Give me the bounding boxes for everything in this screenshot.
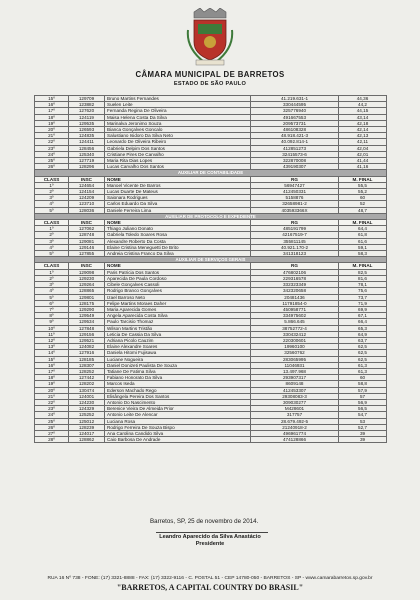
rg-cell: 20481436 <box>251 294 339 300</box>
insc-cell: 127855 <box>69 251 105 257</box>
final-score-cell: 57,9 <box>339 387 387 393</box>
final-score-cell: 69,9 <box>339 306 387 312</box>
rg-cell: 486108328 <box>251 127 339 133</box>
class-cell: 4º <box>35 201 69 207</box>
section-title: AUXILIAR DE PROTOCOLO E EXPEDIENTE <box>35 213 387 219</box>
final-score-cell: 39 <box>339 430 387 436</box>
insc-cell: 130474 <box>69 387 105 393</box>
rg-cell: 332323349 <box>251 282 339 288</box>
class-cell: 21º <box>35 133 69 139</box>
signer-role: Presidente <box>195 541 225 547</box>
class-cell: 17º <box>35 108 69 114</box>
rg-cell: 330444595 <box>251 102 339 108</box>
class-cell: 5º <box>35 251 69 257</box>
name-cell: Marinalva Jeronimo Souza <box>105 120 251 126</box>
name-cell: Gabriela Delpim Dos Santos <box>105 145 251 151</box>
class-cell: 22º <box>35 139 69 145</box>
class-cell: 25º <box>35 418 69 424</box>
insc-cell: 129230 <box>69 275 105 281</box>
document-title: CÂMARA MUNICIPAL DE BARRETOS <box>135 70 285 79</box>
insc-cell: 127848 <box>69 325 105 331</box>
rg-cell: 229316578 <box>251 275 339 281</box>
final-score-cell: 65,3 <box>339 325 387 331</box>
class-cell: 1º <box>35 269 69 275</box>
name-cell: NOME <box>105 176 251 182</box>
class-cell: 23º <box>35 145 69 151</box>
insc-cell: 129156 <box>69 331 105 337</box>
class-cell: 2º <box>35 189 69 195</box>
class-cell: 1º <box>35 182 69 188</box>
final-score-cell: 71,9 <box>339 300 387 306</box>
final-score-cell: 56,9 <box>339 399 387 405</box>
class-cell: 3º <box>35 282 69 288</box>
name-cell: Wilson Martins Tristão <box>105 325 251 331</box>
insc-cell: 124209 <box>69 195 105 201</box>
class-cell: 18º <box>35 375 69 381</box>
rg-cell: 293907317 <box>251 375 339 381</box>
final-score-cell: 44,15 <box>339 108 387 114</box>
rg-cell: 325776940 <box>251 108 339 114</box>
insc-cell: 124154 <box>69 189 105 195</box>
insc-cell: 127620 <box>69 108 105 114</box>
name-cell: Ana Carolina Candido Silva <box>105 430 251 436</box>
class-cell: 23º <box>35 406 69 412</box>
final-score-cell: 64,9 <box>339 331 387 337</box>
class-cell: 3º <box>35 195 69 201</box>
class-cell: 19º <box>35 120 69 126</box>
final-score-cell: 52,7 <box>339 424 387 430</box>
name-cell: Tatiane De Fatima Silva <box>105 368 251 374</box>
final-score-cell: 55,5 <box>339 182 387 188</box>
class-cell: 17º <box>35 368 69 374</box>
final-score-cell: 39 <box>339 437 387 443</box>
rg-cell: 474128866 <box>251 437 339 443</box>
name-cell: Paris Patricia Dos Santos <box>105 269 251 275</box>
name-cell: Izael Barroso Neto <box>105 294 251 300</box>
class-cell: 24º <box>35 151 69 157</box>
name-cell: Antonio Do Nascimento <box>105 399 251 405</box>
name-cell: Berenice Vieira De Almeida Prior <box>105 406 251 412</box>
rg-cell: 32560762 <box>251 350 339 356</box>
rg-cell: 439190307 <box>251 164 339 170</box>
final-score-cell: 66,4 <box>339 319 387 325</box>
rg-cell: 48.918.421-3 <box>251 133 339 139</box>
final-score-cell: 60 <box>339 195 387 201</box>
rg-cell: 40.921.170-2 <box>251 244 339 250</box>
class-cell: CLASS <box>35 176 69 182</box>
rg-cell: 32415573-6 <box>251 151 339 157</box>
class-cell: 5º <box>35 207 69 213</box>
class-cell: 22º <box>35 399 69 405</box>
final-score-cell: 53 <box>339 418 387 424</box>
name-cell: Manoel Vicente De Barros <box>105 182 251 188</box>
insc-cell: 123882 <box>69 102 105 108</box>
rg-cell: 283065995 <box>251 356 339 362</box>
class-cell: 28º <box>35 437 69 443</box>
class-cell: 24º <box>35 412 69 418</box>
class-cell: 15º <box>35 96 69 102</box>
rg-cell: 40.092.814-1 <box>251 139 339 145</box>
insc-cell: 129098 <box>69 269 105 275</box>
name-cell: Elaine Cristina Meneguetti De Brito <box>105 244 251 250</box>
name-cell: Lucas Carvalho Dos Santos <box>105 164 251 170</box>
rg-cell: 8609148 <box>251 381 339 387</box>
class-cell: 4º <box>35 288 69 294</box>
final-score-cell: 44,2 <box>339 102 387 108</box>
section-title: AUXILIAR DE CONTABILIDADE <box>35 170 387 176</box>
name-cell: Aparecida De Paula Cordoso <box>105 275 251 281</box>
document-date: Barretos, SP, 25 de novembro de 2014. <box>150 518 259 525</box>
name-cell: Salustiano Isidoro Da Silva Neto <box>105 133 251 139</box>
insc-cell: 124329 <box>69 406 105 412</box>
final-score-cell: 82,5 <box>339 269 387 275</box>
name-cell: Rodrigo Ferreira De Souza Bispo <box>105 424 251 430</box>
rg-cell: 342320658 <box>251 288 339 294</box>
rg-cell: 403593366X <box>251 207 339 213</box>
final-score-cell: 61,8 <box>339 232 387 238</box>
signature-line <box>156 532 268 533</box>
insc-cell: 129290 <box>69 306 105 312</box>
rg-cell: M428601 <box>251 406 339 412</box>
name-cell: Leonardo De Oliveira Ribeiro <box>105 139 251 145</box>
rg-cell: 41.219.631-1 <box>251 96 339 102</box>
class-cell: 13º <box>35 344 69 350</box>
rg-cell: 56947427 <box>251 182 339 188</box>
insc-cell: 124230 <box>69 399 105 405</box>
class-cell: 16º <box>35 362 69 368</box>
rg-cell: 11046931 <box>251 362 339 368</box>
name-cell: Caio Barbosa De Andrade <box>105 437 251 443</box>
rg-cell: 42167519-7 <box>251 232 339 238</box>
rg-cell: 309030277 <box>251 399 339 405</box>
name-cell: Daniele Ferreira Lima <box>105 207 251 213</box>
document-subtitle: ESTADO DE SÃO PAULO <box>173 81 247 87</box>
insc-cell: 129146 <box>69 244 105 250</box>
rg-cell: 13.497.968 <box>251 368 339 374</box>
name-cell: Maisa Helena Costa Da Silva <box>105 114 251 120</box>
name-cell: Maria Rita Dias Lopes <box>105 158 251 164</box>
final-score-cell: 63,7 <box>339 337 387 343</box>
insc-cell: 129801 <box>69 294 105 300</box>
table-row <box>35 437 387 443</box>
insc-cell: 129549 <box>69 313 105 319</box>
final-score-cell: 42,13 <box>339 133 387 139</box>
final-score-cell: 81,6 <box>339 275 387 281</box>
final-score-cell: M. FINAL <box>339 220 387 226</box>
final-score-cell: 44,36 <box>339 96 387 102</box>
rg-cell: 330432412 <box>251 331 339 337</box>
insc-cell: 128865 <box>69 288 105 294</box>
insc-cell: 124001 <box>69 393 105 399</box>
insc-cell: 128307 <box>69 362 105 368</box>
insc-cell: 124411 <box>69 139 105 145</box>
name-cell: Suelen Leite <box>105 102 251 108</box>
class-cell: 6º <box>35 300 69 306</box>
insc-cell: 125340 <box>69 151 105 157</box>
class-cell: 11º <box>35 331 69 337</box>
final-score-cell: 42,14 <box>339 127 387 133</box>
name-cell: Marcos Iseda <box>105 381 251 387</box>
name-cell: Bianca Gonçalves Goncalo <box>105 127 251 133</box>
insc-cell: 129709 <box>69 96 105 102</box>
name-cell: Daniela Hitomi Fujisawa <box>105 350 251 356</box>
name-cell: Elaine Alexandre Soares <box>105 344 251 350</box>
rg-cell: 334975602 <box>251 313 339 319</box>
class-cell: 27º <box>35 430 69 436</box>
insc-cell: 128036 <box>69 207 105 213</box>
rg-cell: 21240918-2 <box>251 424 339 430</box>
name-cell: Alexandre Roberto Da Costa <box>105 238 251 244</box>
rg-cell: 32658981-2 <box>251 201 339 207</box>
name-cell: Paulo Tarcisio Thomaz <box>105 319 251 325</box>
class-cell: 10º <box>35 325 69 331</box>
name-cell: Antonio Leite De Alencar <box>105 412 251 418</box>
name-cell: Luciane Nogueira <box>105 356 251 362</box>
rg-cell: 209573731 <box>251 120 339 126</box>
final-score-cell: 41,16 <box>339 164 387 170</box>
final-score-cell: 59,1 <box>339 244 387 250</box>
final-score-cell: 52 <box>339 201 387 207</box>
final-score-cell: 57 <box>339 393 387 399</box>
class-cell: 1º <box>35 226 69 232</box>
final-score-cell: 73,7 <box>339 294 387 300</box>
rg-cell: RG <box>251 176 339 182</box>
final-score-cell: 61,6 <box>339 238 387 244</box>
name-cell: Andreia Cristina Franco Da Silva <box>105 251 251 257</box>
insc-cell: 129081 <box>69 238 105 244</box>
insc-cell: 128239 <box>69 424 105 430</box>
insc-cell: 129521 <box>69 337 105 343</box>
class-cell: 20º <box>35 387 69 393</box>
insc-cell: INSC <box>69 263 105 269</box>
final-score-cell: 60 <box>339 375 387 381</box>
final-score-cell: 42,04 <box>339 145 387 151</box>
insc-cell: 127719 <box>69 158 105 164</box>
class-cell: 7º <box>35 306 69 312</box>
class-cell: 8º <box>35 313 69 319</box>
insc-cell: INSC <box>69 220 105 226</box>
name-cell: Lucas Duarte De Mateus <box>105 189 251 195</box>
rg-cell: 28.679.492-5 <box>251 418 339 424</box>
name-cell: Ederson Machado Rego <box>105 387 251 393</box>
rg-cell: RG <box>251 263 339 269</box>
name-cell: Fabiano Honorato Da Silva <box>105 375 251 381</box>
section-title: AUXILIAR DE SERVIÇOS GERAIS <box>35 257 387 263</box>
final-score-cell: 42,11 <box>339 139 387 145</box>
name-cell: Angela Aparecida Costa Silva <box>105 313 251 319</box>
insc-cell: 125012 <box>69 418 105 424</box>
name-cell: Elisângela Pereira Dos Santos <box>105 393 251 399</box>
final-score-cell: 58,8 <box>339 381 387 387</box>
insc-cell: 128456 <box>69 145 105 151</box>
final-score-cell: 62,5 <box>339 350 387 356</box>
class-cell: 2º <box>35 232 69 238</box>
class-cell: 5º <box>35 294 69 300</box>
insc-cell: 128185 <box>69 356 105 362</box>
class-cell: 25º <box>35 158 69 164</box>
rg-cell: 341318123 <box>251 251 339 257</box>
name-cell: Rodrigo Branco Gonçalves <box>105 288 251 294</box>
name-cell: Felipe Martins Moraes Daher <box>105 300 251 306</box>
name-cell: Leticia De Cassia Da Silva <box>105 331 251 337</box>
insc-cell: 127916 <box>69 350 105 356</box>
name-cell: Luciana Rosa <box>105 418 251 424</box>
rg-cell: 412851273 <box>251 145 339 151</box>
insc-cell: INSC <box>69 176 105 182</box>
class-cell: 14º <box>35 350 69 356</box>
rg-cell: 412450331 <box>251 189 339 195</box>
rg-cell: 450958771 <box>251 306 339 312</box>
class-cell: 12º <box>35 337 69 343</box>
rg-cell: 11791854-0 <box>251 300 339 306</box>
insc-cell: 128175 <box>69 300 105 306</box>
final-score-cell: 78,1 <box>339 282 387 288</box>
final-score-cell: 62,5 <box>339 356 387 362</box>
insc-cell: 128748 <box>69 232 105 238</box>
name-cell: NOME <box>105 220 251 226</box>
footer-motto: "BARRETOS, A CAPITAL COUNTRY DO BRASIL" <box>116 583 304 592</box>
rg-cell: 355811145 <box>251 238 339 244</box>
rg-cell: 19960100 <box>251 344 339 350</box>
final-score-cell: 75,6 <box>339 288 387 294</box>
insc-cell: 128862 <box>69 437 105 443</box>
final-score-cell: 62,5 <box>339 344 387 350</box>
rg-cell: 322870008 <box>251 158 339 164</box>
municipal-crest-icon <box>186 8 234 66</box>
final-score-cell: 42,01 <box>339 151 387 157</box>
class-cell: 4º <box>35 244 69 250</box>
insc-cell: 126593 <box>69 127 105 133</box>
class-cell: CLASS <box>35 263 69 269</box>
final-score-cell: 56,5 <box>339 406 387 412</box>
signer-name: Leandro Aparecido da Silva Anastácio <box>159 534 261 540</box>
footer-address: RUA 16 Nº 738 - FONE: (17) 3321-8888 - FAX: (17) 3322-9116 - C. POSTAL 51 - CEP 14780-050 - BARRETOS - SP - www.camarabarretos.sp.gov.br <box>47 576 373 581</box>
insc-cell: 124082 <box>69 344 105 350</box>
class-cell: 18º <box>35 114 69 120</box>
class-cell: 26º <box>35 164 69 170</box>
insc-cell: 129535 <box>69 120 105 126</box>
insc-cell: 129264 <box>69 282 105 288</box>
class-cell: 2º <box>35 275 69 281</box>
insc-cell: 123710 <box>69 201 105 207</box>
rg-cell: 29308083-3 <box>251 393 339 399</box>
final-score-cell: 43,14 <box>339 114 387 120</box>
insc-cell: 124017 <box>69 430 105 436</box>
final-score-cell: 67,1 <box>339 313 387 319</box>
name-cell: Fernanda Regina De Oliveira <box>105 108 251 114</box>
final-score-cell: 55,2 <box>339 189 387 195</box>
final-score-cell: 64,4 <box>339 226 387 232</box>
rg-cell: 485191799 <box>251 226 339 232</box>
name-cell: Daniel Donizeti Paulista De Souza <box>105 362 251 368</box>
name-cell: Gabriela Toledo Soares Rosa <box>105 232 251 238</box>
class-cell: CLASS <box>35 220 69 226</box>
final-score-cell: 41,44 <box>339 158 387 164</box>
name-cell: Cibele Gonçalves Cassoli <box>105 282 251 288</box>
class-cell: 16º <box>35 102 69 108</box>
class-cell: 15º <box>35 356 69 362</box>
final-score-cell: 61,3 <box>339 362 387 368</box>
insc-cell: 128252 <box>69 368 105 374</box>
rg-cell: 496961774 <box>251 430 339 436</box>
class-cell: 26º <box>35 424 69 430</box>
insc-cell: 124654 <box>69 182 105 188</box>
final-score-cell: 42,18 <box>339 120 387 126</box>
rg-cell: 5158876 <box>251 195 339 201</box>
insc-cell: 129534 <box>69 319 105 325</box>
rg-cell: 38752772-4 <box>251 325 339 331</box>
name-cell: Cristiane Pires De Carvalho <box>105 151 251 157</box>
rg-cell: 317757 <box>251 412 339 418</box>
name-cell: NOME <box>105 263 251 269</box>
final-score-cell: M. FINAL <box>339 176 387 182</box>
insc-cell: 125252 <box>69 412 105 418</box>
insc-cell: 128202 <box>69 381 105 387</box>
rg-cell: 491667553 <box>251 114 339 120</box>
final-score-cell: M. FINAL <box>339 263 387 269</box>
rg-cell: RG <box>251 220 339 226</box>
class-cell: 19º <box>35 381 69 387</box>
class-cell: 9º <box>35 319 69 325</box>
results-table <box>34 95 387 443</box>
class-cell: 20º <box>35 127 69 133</box>
rg-cell: 412453307 <box>251 387 339 393</box>
insc-cell: 128296 <box>69 164 105 170</box>
rg-cell: 5.866.645 <box>251 319 339 325</box>
rg-cell: 220300601 <box>251 337 339 343</box>
insc-cell: 127442 <box>69 375 105 381</box>
final-score-cell: 48,7 <box>339 207 387 213</box>
insc-cell: 124835 <box>69 133 105 139</box>
name-cell: Thiago Juliano Donato <box>105 226 251 232</box>
insc-cell: 127062 <box>69 226 105 232</box>
final-score-cell: 58,3 <box>339 251 387 257</box>
final-score-cell: 54,7 <box>339 412 387 418</box>
insc-cell: 124119 <box>69 114 105 120</box>
rg-cell: 476802106 <box>251 269 339 275</box>
name-cell: Bruno Martins Fernandes <box>105 96 251 102</box>
name-cell: Carlos Eduardo Da Silva <box>105 201 251 207</box>
name-cell: Maria Aparecida Gomes <box>105 306 251 312</box>
class-cell: 21º <box>35 393 69 399</box>
final-score-cell: 61,3 <box>339 368 387 374</box>
class-cell: 3º <box>35 238 69 244</box>
name-cell: Saionara Rodrigues <box>105 195 251 201</box>
name-cell: Adriana Picolo Cauzim <box>105 337 251 343</box>
